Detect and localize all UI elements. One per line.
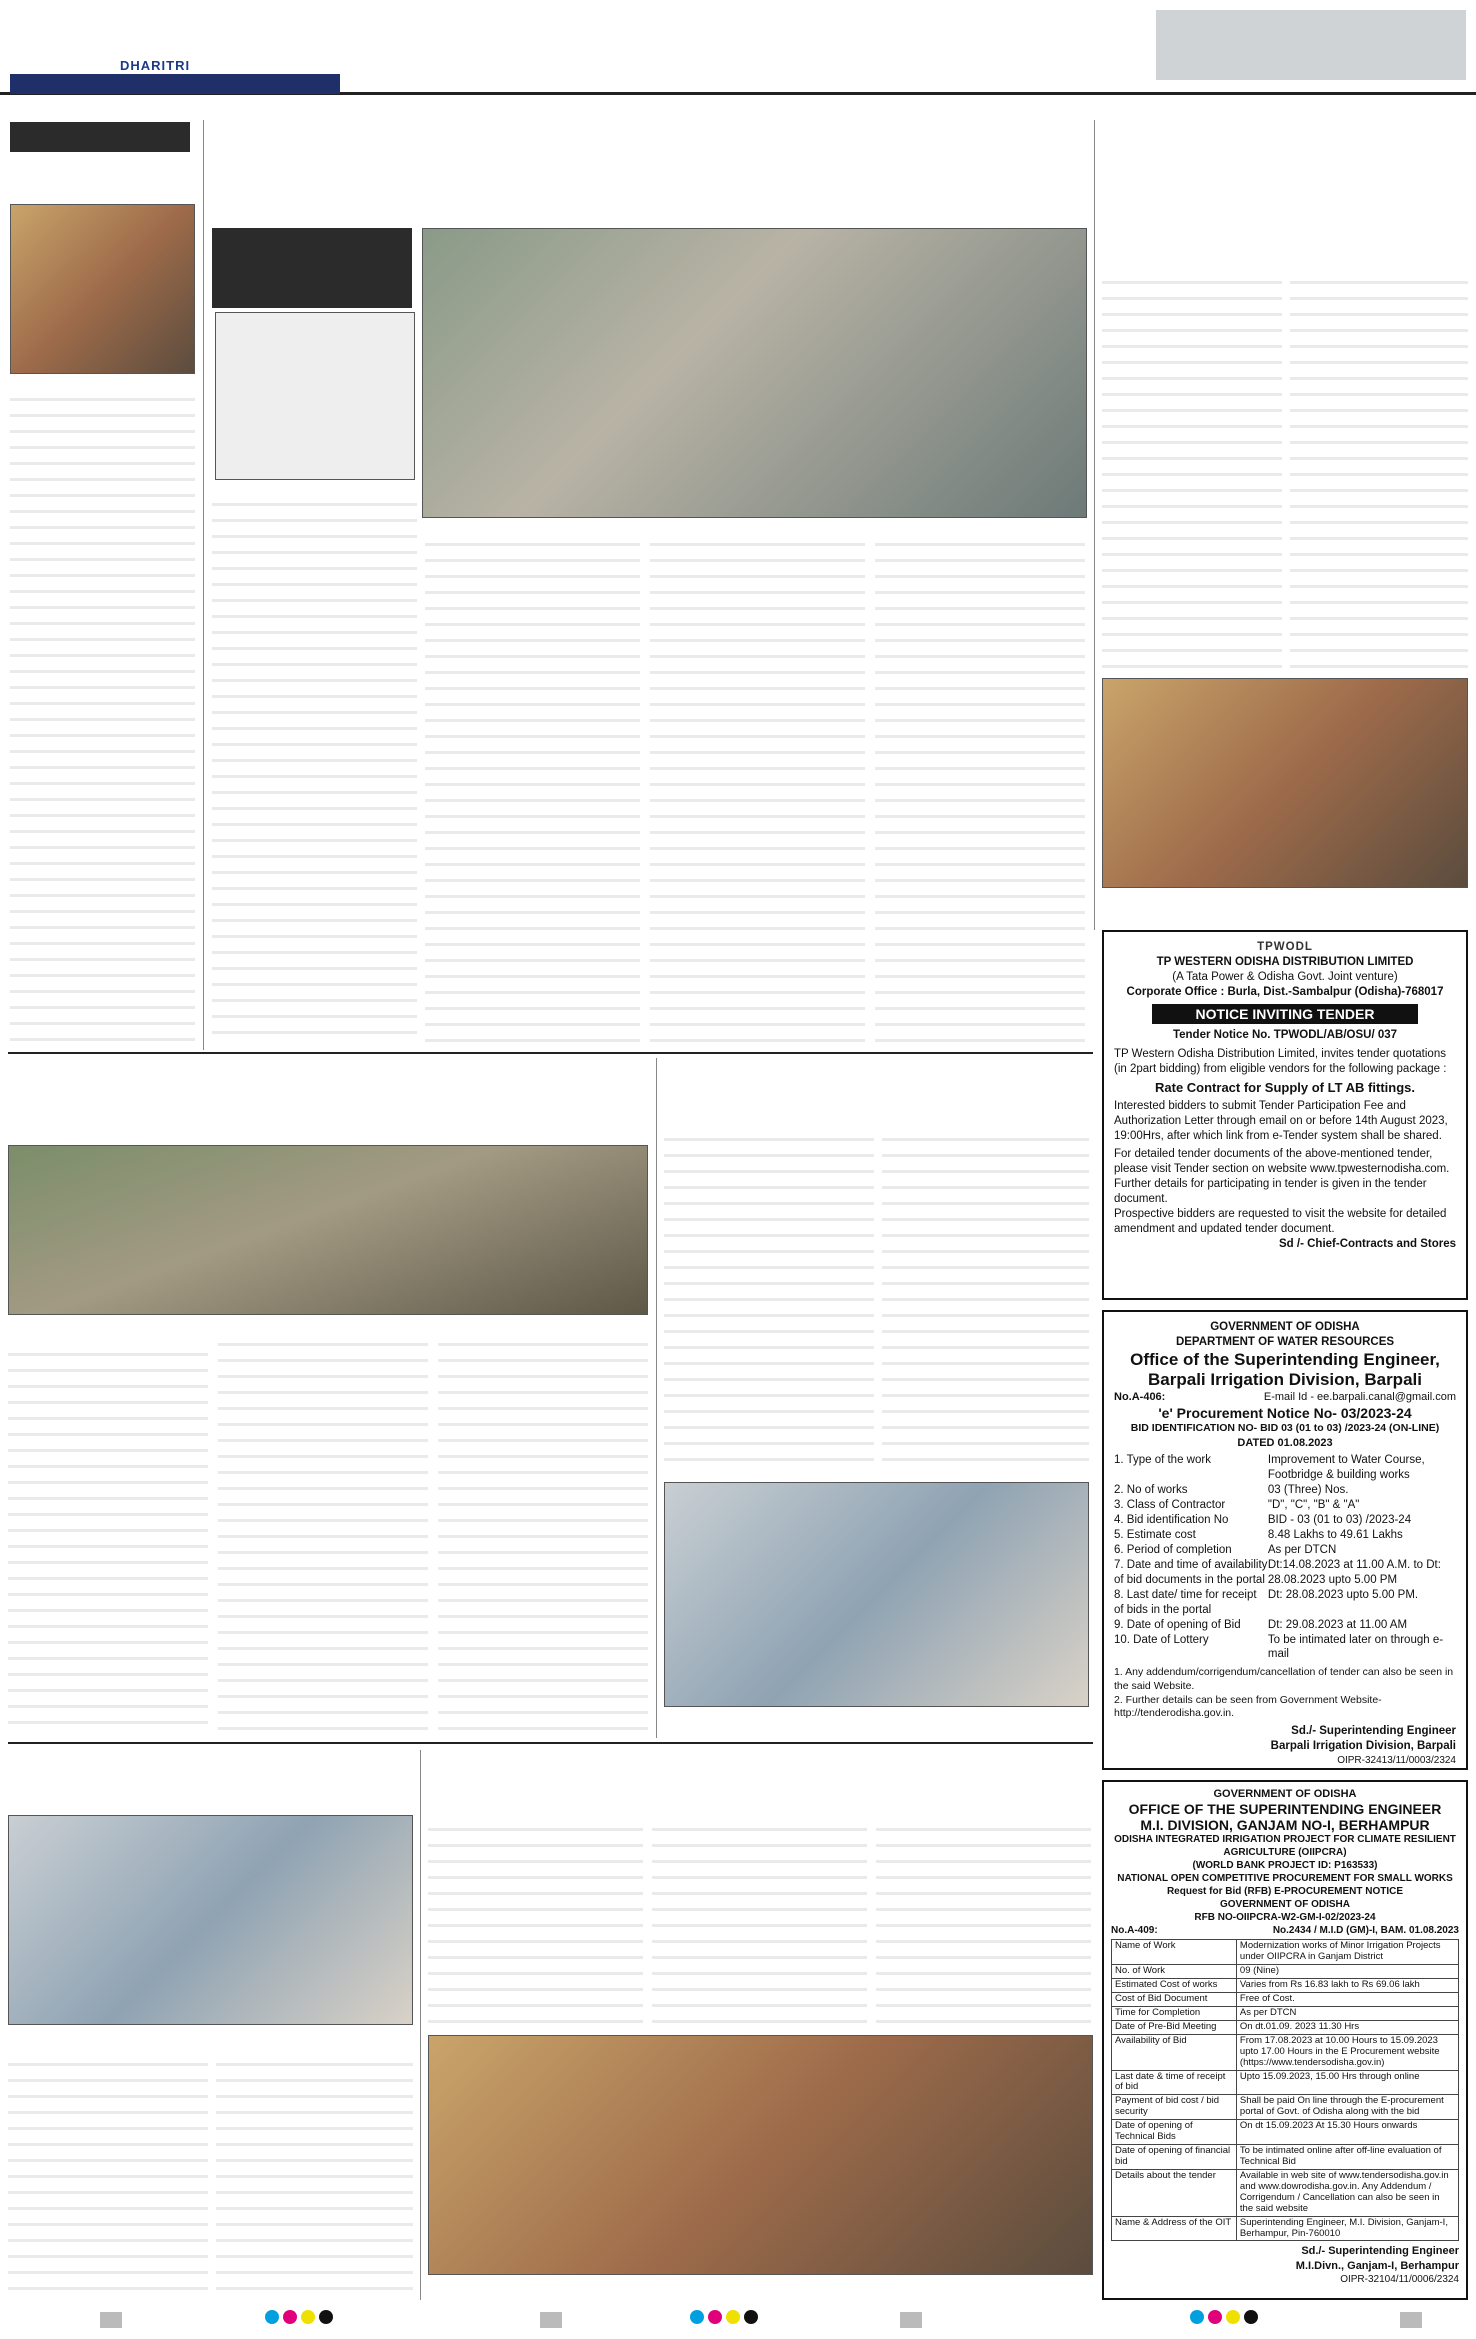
ganjam-detail-value: Modernization works of Minor Irrigation Projects under OIIPCRA in Ganjam District	[1236, 1940, 1458, 1965]
table-row	[1112, 2145, 1459, 2170]
chasi-body-col3	[438, 1330, 648, 1730]
table-row	[1112, 2216, 1459, 2241]
ganjam-detail-table	[1111, 1939, 1459, 2241]
barpali-detail-key: 8. Last date/ time for receipt of bids in the portal	[1114, 1588, 1257, 1616]
table-row	[1112, 1965, 1459, 1979]
pratibha-body-col1	[1102, 268, 1282, 668]
ganjam-sig2: M.I.Divn., Ganjam-I, Berhampur	[1295, 2259, 1459, 2272]
ganjam-detail-value: On dt.01.09. 2023 11.30 Hrs	[1236, 2020, 1458, 2034]
barpali-detail-row	[1114, 1513, 1456, 1528]
ganjam-detail-key: No. of Work	[1112, 1965, 1237, 1979]
chasi-body-col1	[8, 1340, 208, 1730]
ganjam-sig1: Sd./- Superintending Engineer	[1301, 2245, 1459, 2258]
column-divider	[420, 1750, 421, 2300]
table-row	[1112, 2070, 1459, 2095]
barpali-detail-row	[1114, 1498, 1456, 1513]
chasi-body-col2	[218, 1330, 428, 1730]
barpali-detail-value: 03 (Three) Nos.	[1267, 1484, 1349, 1497]
barpali-no: No.A-406:	[1114, 1390, 1166, 1403]
barpali-email: E-mail Id - ee.barpali.canal@gmail.com	[1263, 1390, 1456, 1403]
ganjam-detail-key: Availability of Bid	[1112, 2034, 1237, 2070]
ganjam-no: No.A-409:	[1111, 1925, 1158, 1937]
barpali-dated: DATED 01.08.2023	[1237, 1437, 1333, 1449]
ganjam-project: ODISHA INTEGRATED IRRIGATION PROJECT FOR CLIMATE RESILIENT AGRICULTURE (OIIPCRA)	[1114, 1834, 1456, 1859]
ganjam-request: Request for Bid (RFB) E-PROCUREMENT NOTICE	[1166, 1886, 1404, 1898]
barpali-detail-key: 9. Date of opening of Bid	[1114, 1618, 1241, 1631]
saraswati-body-col2	[216, 2050, 413, 2295]
pratibha-photo	[1102, 678, 1468, 888]
prayaschitta-body-col1	[428, 1815, 643, 2025]
tpwodl-office: Corporate Office : Burla, Dist.-Sambalpur (Odisha)-768017	[1126, 985, 1444, 998]
barpali-dept: DEPARTMENT OF WATER RESOURCES	[1175, 1335, 1395, 1348]
table-row	[1112, 2169, 1459, 2216]
saraswati-photo	[8, 1815, 413, 2025]
sankshepare-body	[10, 385, 195, 1045]
barpali-gov: GOVERNMENT OF ODISHA	[1210, 1321, 1360, 1333]
ganjam-detail-value: 09 (Nine)	[1236, 1965, 1458, 1979]
ganjam-wb: (WORLD BANK PROJECT ID: P163533)	[1192, 1860, 1378, 1872]
ganjam-gov: GOVERNMENT OF ODISHA	[1213, 1788, 1357, 1800]
prayaschitta-photo	[428, 2035, 1093, 2275]
ganjam-notice	[1102, 1780, 1468, 2300]
ganjam-detail-value: Superintending Engineer, M.I. Division, Ganjam-I, Berhampur, Pin-760010	[1236, 2216, 1458, 2241]
ganjam-detail-key: Name of Work	[1112, 1940, 1237, 1965]
barpali-detail-value: 8.48 Lakhs to 49.61 Lakhs	[1267, 1528, 1403, 1541]
barpali-detail-key: 5. Estimate cost	[1114, 1528, 1196, 1541]
tpwodl-para4: Prospective bidders are requested to visit the website for detailed amendment and updated tender document.	[1114, 1208, 1447, 1235]
barpali-detail-value: As per DTCN	[1267, 1543, 1337, 1556]
barpali-detail-value: To be intimated later on through e-mail	[1267, 1633, 1444, 1661]
ganjam-rfb: RFB NO-OIIPCRA-W2-GM-I-02/2023-24	[1194, 1912, 1376, 1924]
barpali-detail-row	[1114, 1558, 1456, 1588]
print-mark	[1400, 2312, 1422, 2328]
barpali-notice	[1102, 1310, 1468, 1770]
ganjam-detail-key: Date of opening of Technical Bids	[1112, 2120, 1237, 2145]
main-story-body-col3	[650, 530, 865, 1045]
obituary-photo	[10, 204, 195, 374]
main-story-body-col1	[212, 490, 417, 1045]
page-section-box	[1156, 10, 1466, 80]
barpali-detail-list	[1114, 1453, 1456, 1662]
cmyk-registration-mark	[265, 2310, 333, 2324]
tpwodl-para2: Interested bidders to submit Tender Participation Fee and Authorization Letter through email on or before 14th August 2023, 19:00Hrs, after which link from e-Tender system shall be shared.	[1114, 1100, 1448, 1143]
column-divider	[203, 120, 204, 1050]
print-mark	[100, 2312, 122, 2328]
barpali-detail-key: 2. No of works	[1114, 1484, 1188, 1497]
barpali-bid-id: BID IDENTIFICATION NO- BID 03 (01 to 03) /2023-24 (ON-LINE)	[1130, 1422, 1440, 1435]
barpali-detail-key: 10. Date of Lottery	[1114, 1633, 1209, 1646]
tpwodl-tender-no: Tender Notice No. TPWODL/AB/OSU/ 037	[1172, 1028, 1398, 1041]
ganjam-detail-value: As per DTCN	[1236, 2006, 1458, 2020]
main-story-body-col4	[875, 530, 1085, 1045]
column-divider	[656, 1058, 657, 1738]
dateline	[10, 74, 340, 94]
barpali-office1: Office of the Superintending Engineer,	[1130, 1349, 1440, 1369]
barpali-detail-key: 7. Date and time of availability of bid documents in the portal	[1114, 1558, 1268, 1586]
ganjam-detail-key: Details about the tender	[1112, 2169, 1237, 2216]
prayaschitta-body-col3	[876, 1815, 1091, 2025]
ganjam-detail-value: Free of Cost.	[1236, 1992, 1458, 2006]
table-row	[1112, 1940, 1459, 1965]
ganjam-detail-key: Date of opening of financial bid	[1112, 2145, 1237, 2170]
barpali-ref: OIPR-32413/11/0003/2324	[1337, 1754, 1456, 1766]
shishu-photo	[664, 1482, 1089, 1707]
ganjam-gov2: GOVERNMENT OF ODISHA	[1219, 1899, 1350, 1911]
sidebar-box	[215, 312, 415, 480]
barpali-procurement: 'e' Procurement Notice No- 03/2023-24	[1158, 1405, 1412, 1422]
ganjam-division: M.I. DIVISION, GANJAM NO-I, BERHAMPUR	[1140, 1817, 1430, 1834]
cmyk-registration-mark	[1190, 2310, 1258, 2324]
ganjam-detail-key: Payment of bid cost / bid security	[1112, 2095, 1237, 2120]
section-divider	[8, 1052, 1093, 1054]
barpali-detail-key: 3. Class of Contractor	[1114, 1499, 1226, 1512]
print-mark	[540, 2312, 562, 2328]
ganjam-letter: No.2434 / M.I.D (GM)-I, BAM. 01.08.2023	[1272, 1925, 1459, 1937]
sidebar-box-title-bg	[212, 228, 412, 308]
barpali-sig1: Sd./- Superintending Engineer	[1291, 1724, 1456, 1737]
barpali-detail-key: 6. Period of completion	[1114, 1543, 1232, 1556]
barpali-note2: 2. Further details can be seen from Government Website- http://tenderodisha.gov.in.	[1114, 1693, 1382, 1720]
tpwodl-company: TP WESTERN ODISHA DISTRIBUTION LIMITED	[1156, 955, 1414, 968]
tpwodl-banner: NOTICE INVITING TENDER	[1152, 1004, 1419, 1024]
ganjam-detail-key: Estimated Cost of works	[1112, 1979, 1237, 1993]
barpali-detail-value: Improvement to Water Course, Footbridge & building works	[1267, 1454, 1425, 1482]
tpwodl-jv: (A Tata Power & Odisha Govt. Joint venture)	[1172, 970, 1398, 983]
ganjam-detail-value: Available in web site of www.tendersodisha.gov.in and www.dowrodisha.gov.in. Any Addendum / Corrigendum / Cancellation can also be seen in the said website	[1236, 2169, 1458, 2216]
tpwodl-signature: Sd /- Chief-Contracts and Stores	[1279, 1237, 1456, 1250]
section-divider	[8, 1742, 1093, 1744]
shishu-body-col2	[882, 1125, 1089, 1470]
tpwodl-logo: TPWODL	[1257, 941, 1313, 953]
barpali-detail-row	[1114, 1543, 1456, 1558]
ganjam-ncb: NATIONAL OPEN COMPETITIVE PROCUREMENT FOR SMALL WORKS	[1117, 1873, 1453, 1885]
table-row	[1112, 2095, 1459, 2120]
barpali-office2: Barpali Irrigation Division, Barpali	[1148, 1369, 1422, 1389]
barpali-detail-value: BID - 03 (01 to 03) /2023-24	[1267, 1514, 1412, 1527]
main-story-photo	[422, 228, 1087, 518]
table-row	[1112, 2120, 1459, 2145]
ganjam-detail-value: From 17.08.2023 at 10.00 Hours to 15.09.2023 upto 17.00 Hours in the E Procurement website (https://www.tendersodisha.gov.in)	[1236, 2034, 1458, 2070]
ganjam-detail-key: Cost of Bid Document	[1112, 1992, 1237, 2006]
tpwodl-notice	[1102, 930, 1468, 1300]
print-mark	[900, 2312, 922, 2328]
barpali-detail-key: 4. Bid identification No	[1114, 1514, 1229, 1527]
chasi-photo	[8, 1145, 648, 1315]
barpali-detail-row	[1114, 1588, 1456, 1618]
ganjam-detail-key: Name & Address of the OIT	[1112, 2216, 1237, 2241]
barpali-detail-row	[1114, 1453, 1456, 1483]
sankshepare-label-box	[10, 122, 190, 152]
barpali-detail-row	[1114, 1633, 1456, 1663]
table-row	[1112, 2034, 1459, 2070]
barpali-detail-value: "D", "C", "B" & "A"	[1267, 1499, 1360, 1512]
ganjam-detail-value: Shall be paid On line through the E-procurement portal of Govt. of Odisha along with the bid	[1236, 2095, 1458, 2120]
ganjam-detail-value: On dt 15.09.2023 At 15.30 Hours onwards	[1236, 2120, 1458, 2145]
tpwodl-para1: TP Western Odisha Distribution Limited, invites tender quotations (in 2part bidding) from eligible vendors for the following package :	[1114, 1047, 1447, 1075]
column-divider	[1094, 120, 1095, 930]
ganjam-ref: OIPR-32104/11/0006/2324	[1340, 2274, 1459, 2286]
table-row	[1112, 2006, 1459, 2020]
main-story-body-col2	[425, 530, 640, 1045]
barpali-note1: 1. Any addendum/corrigendum/cancellation of tender can also be seen in the said Website.	[1114, 1666, 1454, 1693]
barpali-detail-row	[1114, 1483, 1456, 1498]
cmyk-registration-mark	[690, 2310, 758, 2324]
tpwodl-para3: For detailed tender documents of the above-mentioned tender, please visit Tender section on website www.tpwesternodisha.com. Further details for participating in tender is given in the tender document.	[1114, 1148, 1450, 1206]
table-row	[1112, 1979, 1459, 1993]
barpali-detail-row	[1114, 1528, 1456, 1543]
table-row	[1112, 2020, 1459, 2034]
tpwodl-package: Rate Contract for Supply of LT AB fittings.	[1155, 1079, 1415, 1095]
table-row	[1112, 1992, 1459, 2006]
ganjam-detail-value: Varies from Rs 16.83 lakh to Rs 69.06 lakh	[1236, 1979, 1458, 1993]
ganjam-detail-key: Time for Completion	[1112, 2006, 1237, 2020]
barpali-detail-row	[1114, 1618, 1456, 1633]
barpali-detail-key: 1. Type of the work	[1114, 1454, 1211, 1467]
ganjam-detail-value: To be intimated online after off-line evaluation of Technical Bid	[1236, 2145, 1458, 2170]
pratibha-body-col2	[1290, 268, 1468, 668]
newspaper-logo-english: DHARITRI	[120, 58, 191, 73]
prayaschitta-body-col2	[652, 1815, 867, 2025]
ganjam-detail-value: Upto 15.09.2023, 15.00 Hrs through online	[1236, 2070, 1458, 2095]
barpali-detail-value: Dt: 29.08.2023 at 11.00 AM	[1267, 1618, 1408, 1631]
shishu-body-col1	[664, 1125, 874, 1470]
barpali-sig2: Barpali Irrigation Division, Barpali	[1270, 1739, 1456, 1752]
saraswati-body-col1	[8, 2050, 208, 2295]
ganjam-detail-key: Last date & time of receipt of bid	[1112, 2070, 1237, 2095]
barpali-detail-value: Dt: 28.08.2023 upto 5.00 PM.	[1267, 1588, 1419, 1601]
barpali-detail-value: Dt:14.08.2023 at 11.00 A.M. to Dt: 28.08.2023 upto 5.00 PM	[1267, 1558, 1441, 1586]
ganjam-office: OFFICE OF THE SUPERINTENDING ENGINEER	[1128, 1801, 1442, 1818]
ganjam-detail-key: Date of Pre-Bid Meeting	[1112, 2020, 1237, 2034]
